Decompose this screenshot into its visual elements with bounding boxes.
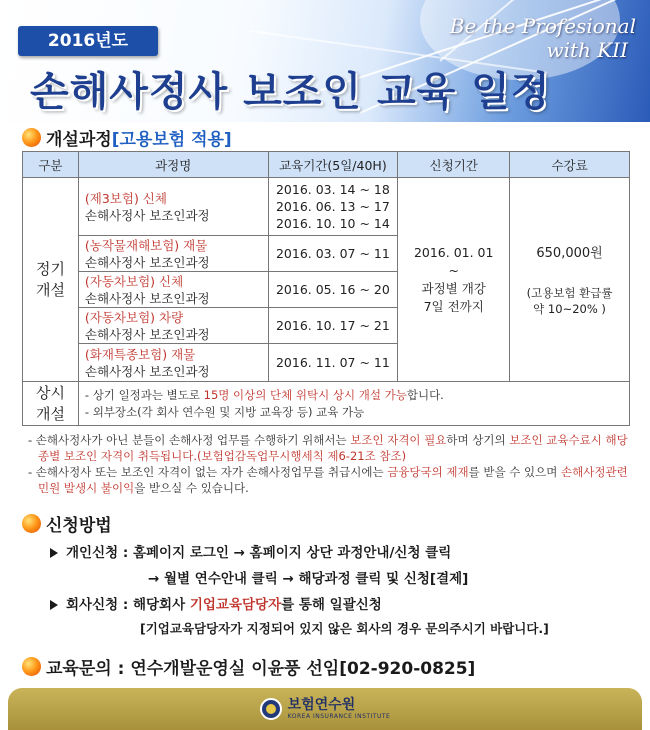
apply-period-cell xyxy=(398,178,510,382)
regular-label-cell xyxy=(23,178,79,382)
logo-korean: 보험연수원 xyxy=(287,696,356,713)
fee-note-line2: 약 10~20% ) xyxy=(533,302,606,316)
permanent-label-line2: 개설 xyxy=(35,404,65,423)
header-banner xyxy=(0,0,650,122)
column-header: 구분 xyxy=(23,152,79,178)
page-title: 손해사정사 보조인 교육 일정 xyxy=(30,69,551,115)
note-highlight: 손해사정관련 민원 발생시 불이익 xyxy=(38,465,628,495)
course-name: 손해사정사 보조인과정 xyxy=(84,363,210,379)
course-cell xyxy=(78,272,268,308)
course-cell xyxy=(78,344,268,382)
course-cell xyxy=(78,308,268,344)
course-name: 손해사정사 보조인과정 xyxy=(84,290,210,306)
permanent-label-cell xyxy=(23,382,79,426)
courses-heading-label: 개설과정 xyxy=(46,130,112,150)
note-text: 하며 상기의 xyxy=(446,433,510,447)
note-highlight: 금융당국의 제재 xyxy=(387,465,469,479)
course-category: (제3보험) 신체 xyxy=(84,190,167,206)
column-header: 과정명 xyxy=(78,152,268,178)
slogan xyxy=(446,14,636,62)
apply-heading-label: 신청방법 xyxy=(46,516,112,536)
course-cell xyxy=(78,236,268,272)
apply-line3: 과정별 개강 xyxy=(421,280,486,296)
logo-text xyxy=(288,698,391,721)
regular-label-line1: 정기 xyxy=(35,259,65,278)
note-text: 를 받을 수 있으며 xyxy=(468,465,562,479)
orange-bullet-icon xyxy=(22,128,41,147)
course-date: 2016. 10. 17 ~ 21 xyxy=(275,318,390,333)
company-apply-note-text: [기업교육담당자가 지정되어 있지 않은 회사의 경우 문의주시기 바랍니다.] xyxy=(140,621,549,636)
year-badge: 2016년도 xyxy=(18,26,158,56)
course-category: (농작물재해보험) 재물 xyxy=(84,237,208,253)
apply-line1: 2016. 01. 01 xyxy=(413,244,494,260)
company-apply-highlight: 기업교육담당자 xyxy=(189,597,282,613)
institute-logo xyxy=(260,698,391,721)
note-highlight: 보조인 교육수료시 해당 종별 보조인 자격이 취득됩니다.(보험업감독업무시행세칙 제6-21조 참조) xyxy=(38,433,628,463)
company-apply-note xyxy=(140,619,549,637)
note-text: - 손해사정사가 아닌 분들이 손해사정 업무를 수행하기 위해서는 xyxy=(28,433,351,447)
apply-section-heading xyxy=(22,511,112,536)
course-category: (자동차보험) 차량 xyxy=(84,309,184,325)
institute-emblem-icon xyxy=(260,698,282,720)
schedule-table xyxy=(22,151,630,426)
dates-cell xyxy=(268,236,398,272)
triangle-bullet-icon xyxy=(50,548,58,558)
courses-section-heading xyxy=(22,125,232,150)
footer-bar xyxy=(8,688,642,730)
table-row xyxy=(23,178,630,236)
column-header: 교육기간(5일/40H) xyxy=(268,152,398,178)
apply-line2: ~ xyxy=(448,262,459,278)
contact-text: 교육문의 : 연수개발운영실 이윤풍 선임[02-920-0825] xyxy=(46,659,476,679)
permanent-text-cell xyxy=(78,382,629,426)
course-name: 손해사정사 보조인과정 xyxy=(84,254,210,270)
column-header: 신청기간 xyxy=(398,152,510,178)
dates-cell xyxy=(268,272,398,308)
regular-label-line2: 개설 xyxy=(35,280,65,299)
course-date: 2016. 06. 13 ~ 17 xyxy=(275,199,390,214)
course-date: 2016. 05. 16 ~ 20 xyxy=(275,282,390,297)
individual-apply-text: 개인신청 : 홈페이지 로그인 → 홈페이지 상단 과정안내/신청 클릭 xyxy=(66,545,452,561)
permanent-line1-a: - 상기 일정과는 별도로 xyxy=(84,387,204,402)
course-cell xyxy=(78,178,268,236)
triangle-bullet-icon xyxy=(50,600,58,610)
company-apply-text: 를 통해 일괄신청 xyxy=(281,597,382,613)
company-apply-line xyxy=(50,593,382,613)
logo-english: KOREA INSURANCE INSTITUTE xyxy=(287,712,391,720)
note-highlight: 보조인 자격이 필요 xyxy=(350,433,447,447)
course-date: 2016. 10. 10 ~ 14 xyxy=(275,216,390,231)
company-apply-text: 회사신청 : 해당회사 xyxy=(66,597,190,613)
individual-apply-cont xyxy=(148,567,468,587)
table-row xyxy=(23,382,630,426)
fee-amount: 650,000원 xyxy=(536,246,603,261)
course-name: 손해사정사 보조인과정 xyxy=(84,207,210,223)
dates-cell xyxy=(268,308,398,344)
orange-bullet-icon xyxy=(22,514,41,533)
individual-apply-line xyxy=(50,541,451,561)
dates-cell xyxy=(268,178,398,236)
course-date: 2016. 03. 14 ~ 18 xyxy=(275,182,390,197)
course-date: 2016. 03. 07 ~ 11 xyxy=(275,246,390,261)
note-text: 을 받으실 수 있습니다. xyxy=(134,481,249,495)
permanent-label-line1: 상시 xyxy=(35,383,65,402)
courses-heading-suffix: [고용보험 적용] xyxy=(111,130,232,150)
fee-cell xyxy=(510,178,630,382)
slogan-line1: Be the Profesional xyxy=(449,14,636,38)
course-category: (화재특종보험) 재물 xyxy=(84,346,196,362)
permanent-line2: - 외부장소(각 회사 연수원 및 지방 교육장 등) 교육 가능 xyxy=(84,404,365,419)
note-2 xyxy=(28,464,630,496)
slogan-line2: with KII xyxy=(546,38,628,62)
note-1 xyxy=(28,432,630,464)
individual-apply-cont-text: → 월별 연수안내 클릭 → 해당과정 클릭 및 신청[결제] xyxy=(148,571,469,587)
note-text: - 손해사정사 또는 보조인 자격이 없는 자가 손해사정업무를 취급시에는 xyxy=(28,465,388,479)
contact-section-heading xyxy=(22,654,475,679)
permanent-line1-b: 15명 이상의 단체 위탁시 상시 개설 가능 xyxy=(203,387,407,402)
course-name: 손해사정사 보조인과정 xyxy=(84,326,210,342)
orange-bullet-icon xyxy=(22,657,41,676)
notes-block xyxy=(28,432,630,496)
permanent-line1-c: 합니다. xyxy=(406,387,444,402)
column-header: 수강료 xyxy=(510,152,630,178)
apply-line4: 7일 전까지 xyxy=(423,298,484,314)
fee-note-line1: (고용보험 환급률 xyxy=(526,286,613,300)
course-category: (자동차보험) 신체 xyxy=(84,273,184,289)
dates-cell xyxy=(268,344,398,382)
course-date: 2016. 11. 07 ~ 11 xyxy=(275,355,390,370)
table-header-row xyxy=(23,152,630,178)
